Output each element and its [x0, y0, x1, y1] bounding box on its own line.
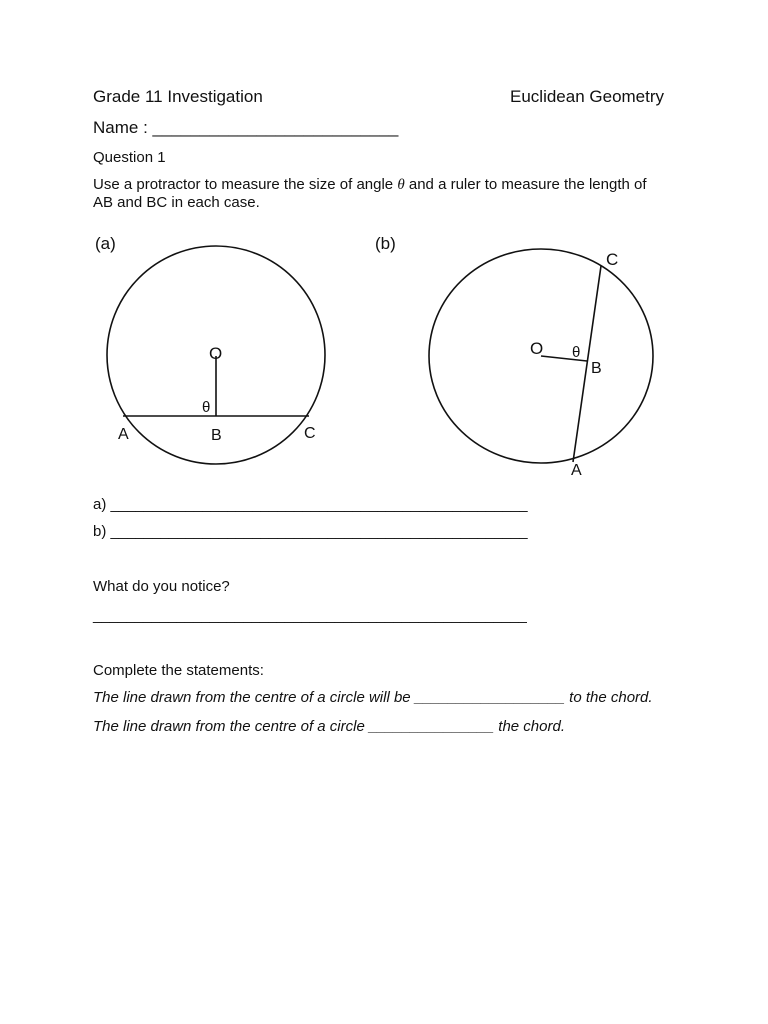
answer-a-line: [93, 496, 528, 513]
statement-1-text: The line drawn from the centre of a circle will be: [93, 689, 415, 706]
statement-2-text: The line drawn from the centre of a circle: [93, 718, 369, 735]
instruction-line-1: [93, 176, 647, 194]
answer-a-blank[interactable]: __________________________________________________: [110, 496, 528, 513]
statements-heading: Complete the statements:: [93, 662, 264, 679]
name-line: [93, 118, 398, 138]
answer-a-label: a): [93, 496, 111, 513]
answer-b-line: [93, 523, 528, 540]
theta-label-a: θ: [202, 399, 211, 416]
point-c-label-b: C: [606, 250, 619, 269]
point-b-label-b: B: [591, 360, 602, 377]
point-a-label-a: A: [118, 426, 129, 443]
point-c-label-a: C: [304, 425, 316, 442]
page-title: Grade 11 Investigation: [93, 87, 263, 106]
notice-blank[interactable]: ____________________________________________________: [93, 607, 527, 624]
statement-1: [93, 689, 653, 706]
point-a-label-b: A: [571, 462, 582, 479]
theta-symbol: θ: [397, 177, 405, 193]
figure-a: [90, 228, 340, 478]
statement-2-blank[interactable]: _______________: [368, 718, 495, 735]
instruction-text: and a ruler to measure the length of: [404, 176, 647, 193]
center-label-b: O: [530, 339, 544, 358]
point-b-label-a: B: [211, 427, 222, 444]
answer-b-blank[interactable]: __________________________________________________: [110, 523, 528, 540]
theta-label-b: θ: [572, 344, 581, 361]
figure-b: [370, 228, 670, 480]
figure-b-caption: (b): [375, 234, 396, 253]
notice-question: What do you notice?: [93, 578, 230, 595]
statement-1-blank[interactable]: __________________: [414, 689, 565, 706]
name-label: Name :: [93, 118, 153, 137]
question-title: Question 1: [93, 149, 166, 166]
name-blank[interactable]: __________________________: [152, 118, 399, 137]
instruction-text: Use a protractor to measure the size of angle: [93, 176, 398, 193]
statement-1-text-end: to the chord.: [564, 689, 653, 706]
answer-b-label: b): [93, 523, 111, 540]
instruction-line-2: AB and BC in each case.: [93, 194, 260, 211]
figure-a-caption: (a): [95, 234, 116, 253]
center-label-a: O: [209, 344, 223, 363]
statement-2-text-end: the chord.: [494, 718, 565, 735]
subject-title: Euclidean Geometry: [510, 87, 665, 106]
statement-2: [93, 718, 565, 735]
